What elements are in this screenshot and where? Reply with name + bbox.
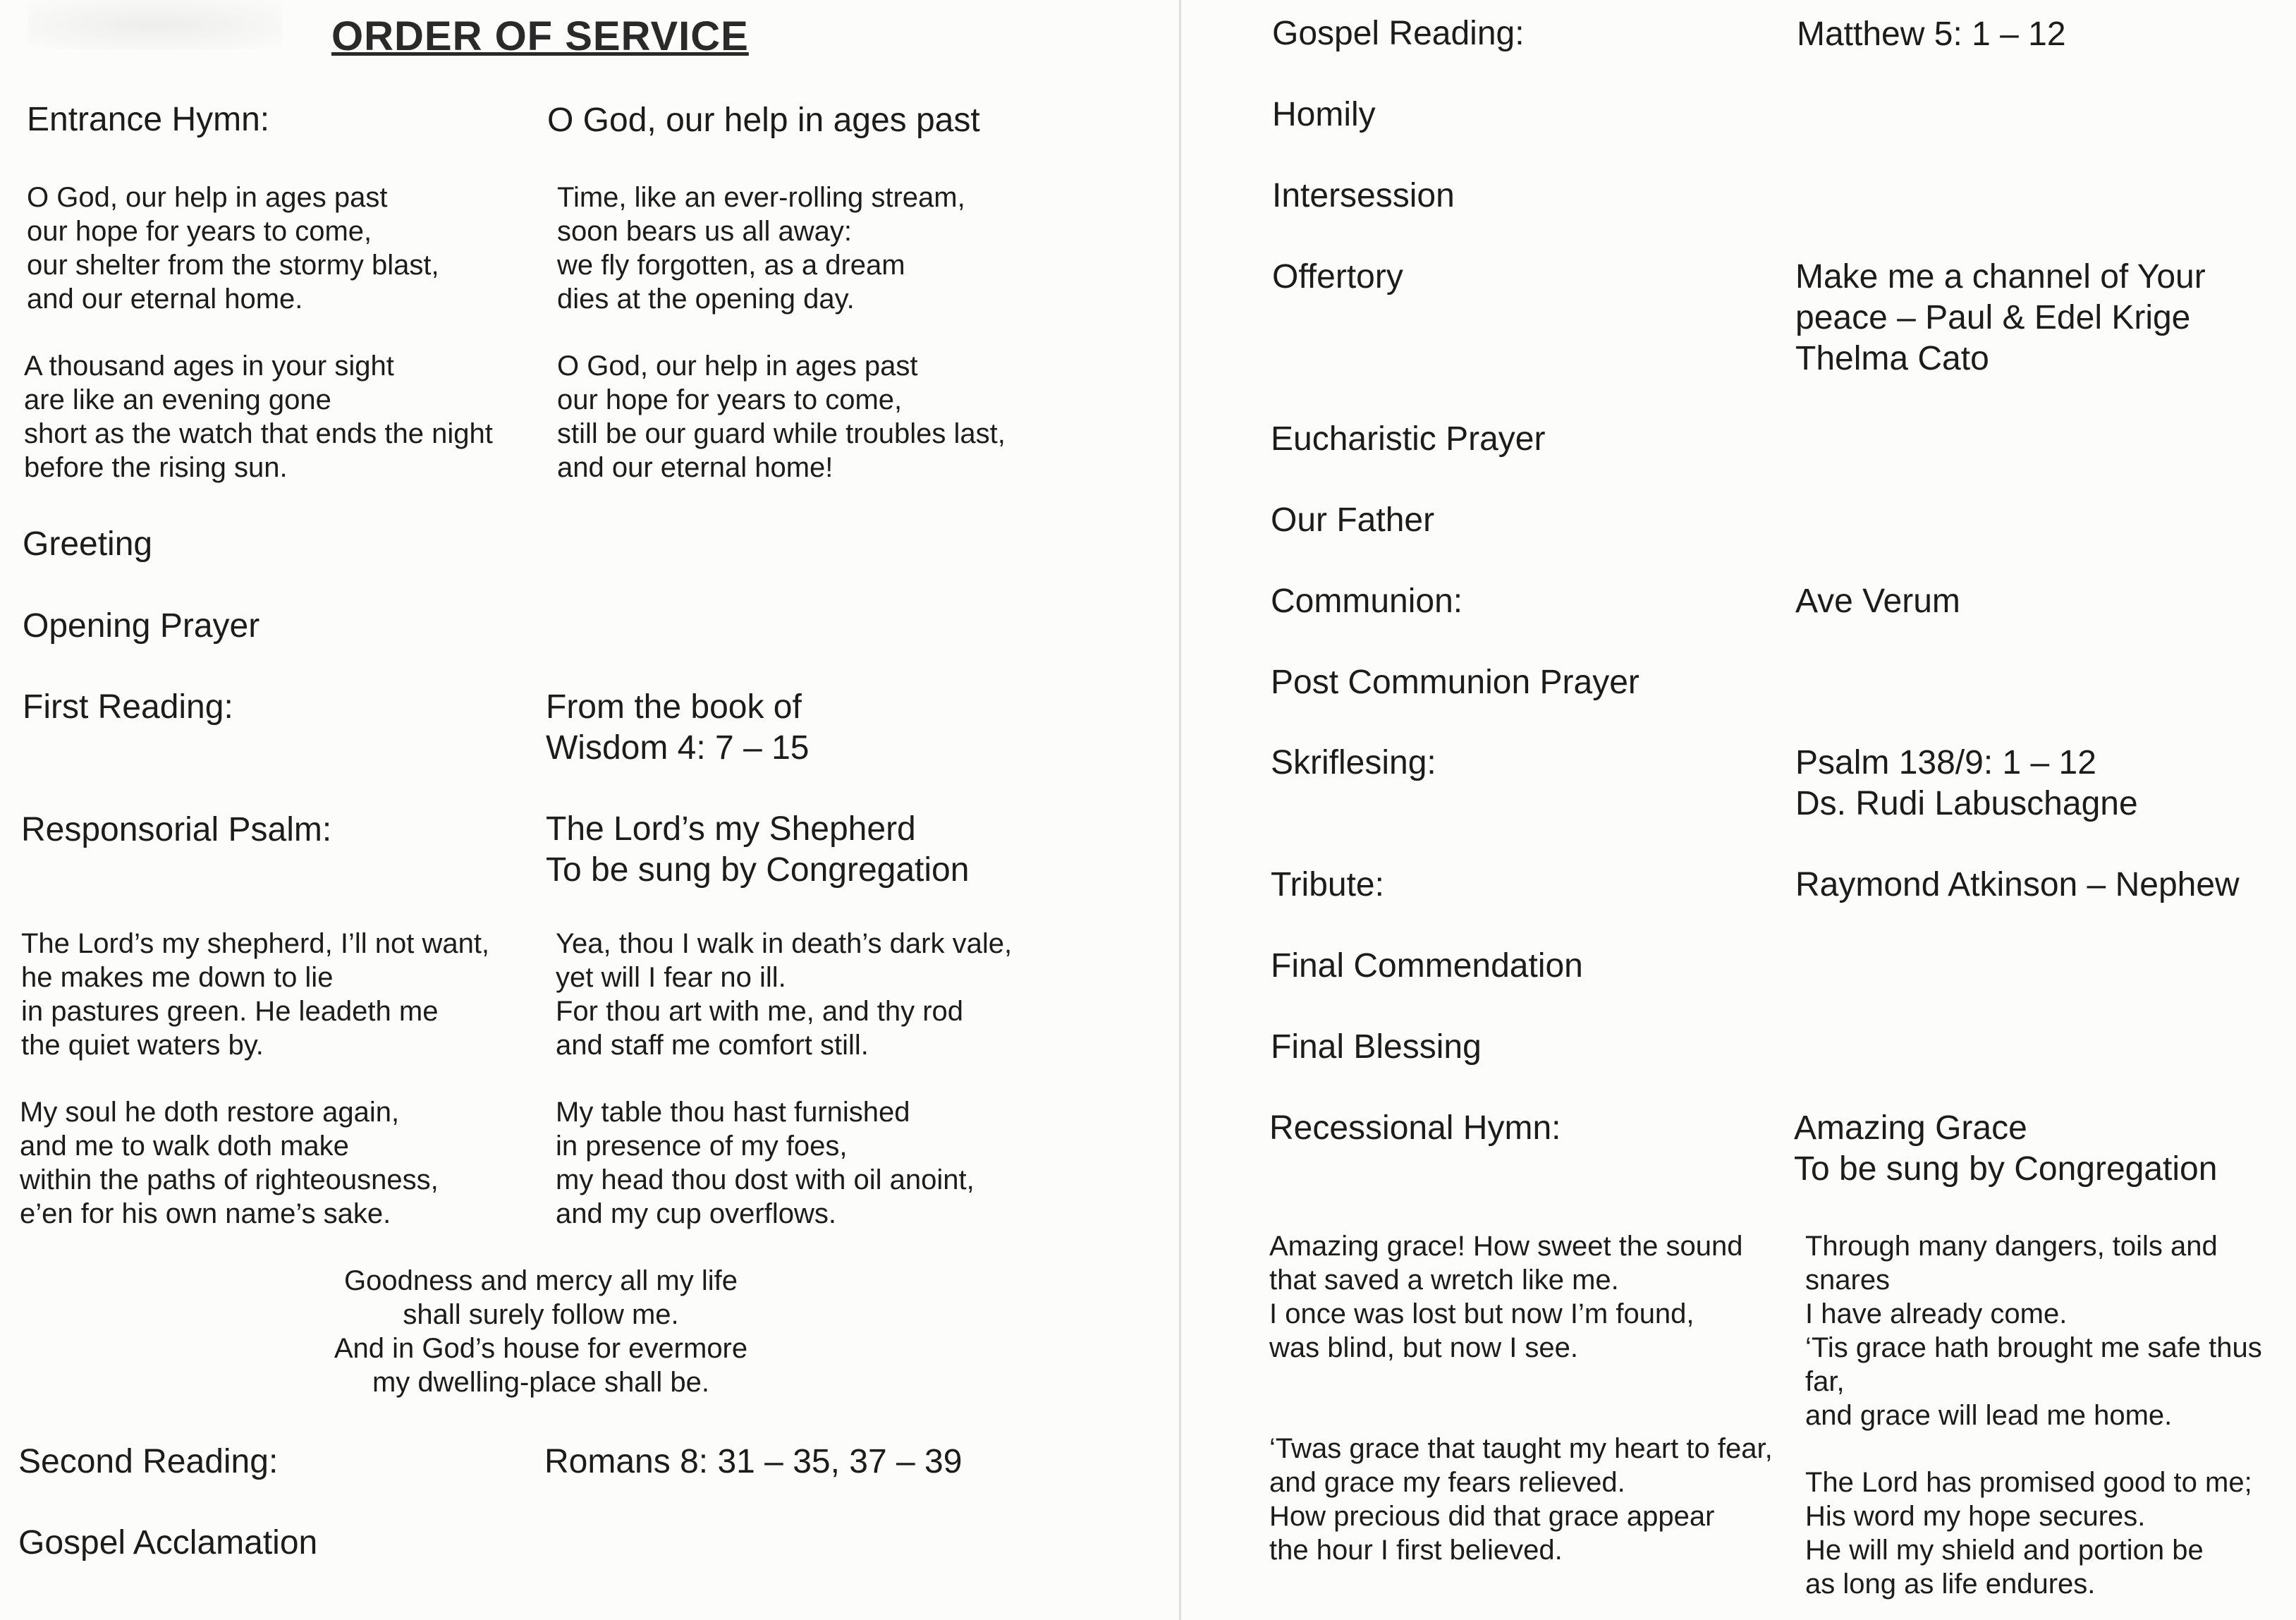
gospel-reading-value: Matthew 5: 1 – 12 <box>1797 16 2066 53</box>
entrance-hymn-verse-4: O God, our help in ages past our hope for years to come, still be our guard while troubles last, and our eternal home! <box>557 351 1006 483</box>
psalm-verse-4: My table thou hast furnished in presence of my foes, my head thou dost with oil anoint, and my cup overflows. <box>556 1097 975 1229</box>
second-reading-label: Second Reading: <box>18 1443 279 1480</box>
offertory-label: Offertory <box>1272 258 1403 296</box>
first-reading-label: First Reading: <box>23 688 233 726</box>
our-father-label: Our Father <box>1271 501 1435 539</box>
skriflesing-label: Skriflesing: <box>1271 744 1436 781</box>
tribute-label: Tribute: <box>1271 866 1384 903</box>
gospel-reading-label: Gospel Reading: <box>1272 15 1525 52</box>
second-reading-value: Romans 8: 31 – 35, 37 – 39 <box>544 1443 963 1480</box>
recessional-hymn-value: Amazing Grace To be sung by Congregation <box>1794 1109 2218 1188</box>
psalm-verse-5: Goodness and mercy all my life shall surely follow me. And in God’s house for evermore my dwelling-place shall be. <box>334 1265 748 1398</box>
tribute-value: Raymond Atkinson – Nephew <box>1795 866 2240 903</box>
right-page <box>1171 0 2296 1620</box>
opening-prayer-label: Opening Prayer <box>23 607 260 645</box>
psalm-verse-1: The Lord’s my shepherd, I’ll not want, he makes me down to lie in pastures green. He leadeth me the quiet waters by. <box>21 928 490 1061</box>
responsorial-psalm-label: Responsorial Psalm: <box>21 811 332 848</box>
entrance-hymn-verse-1: O God, our help in ages past our hope for years to come, our shelter from the stormy blast, and our eternal home. <box>27 182 439 315</box>
page-title: ORDER OF SERVICE <box>331 13 749 59</box>
first-reading-value: From the book of Wisdom 4: 7 – 15 <box>546 688 810 767</box>
amazing-grace-verse-2: ‘Twas grace that taught my heart to fear, and grace my fears relieved. How precious did that grace appear the hour I first believed. <box>1269 1433 1773 1566</box>
final-commendation-label: Final Commendation <box>1271 947 1583 985</box>
post-communion-prayer-label: Post Communion Prayer <box>1271 664 1639 701</box>
final-blessing-label: Final Blessing <box>1271 1028 1482 1066</box>
entrance-hymn-verse-2: A thousand ages in your sight are like an evening gone short as the watch that ends the night before the rising sun. <box>24 351 493 483</box>
amazing-grace-verse-3: Through many dangers, toils and snares I have already come. ‘Tis grace hath brought me safe thus far, and grace will lead me home. <box>1805 1231 2262 1431</box>
recessional-hymn-label: Recessional Hymn: <box>1269 1109 1561 1147</box>
psalm-verse-2: My soul he doth restore again, and me to walk doth make within the paths of righteousness, e’en for his own name’s sake. <box>20 1097 439 1229</box>
skriflesing-value: Psalm 138/9: 1 – 12 Ds. Rudi Labuschagne <box>1795 744 2138 822</box>
communion-label: Communion: <box>1271 583 1463 620</box>
psalm-verse-3: Yea, thou I walk in death’s dark vale, yet will I fear no ill. For thou art with me, and thy rod and staff me comfort still. <box>556 928 1013 1061</box>
greeting-label: Greeting <box>23 525 153 563</box>
homily-label: Homily <box>1272 96 1376 133</box>
amazing-grace-verse-4: The Lord has promised good to me; His word my hope secures. He will my shield and portion be as long as life endures. <box>1805 1467 2252 1600</box>
gospel-acclamation-label: Gospel Acclamation <box>18 1524 318 1561</box>
eucharistic-prayer-label: Eucharistic Prayer <box>1271 420 1546 458</box>
entrance-hymn-title: O God, our help in ages past <box>547 102 980 139</box>
intersession-label: Intersession <box>1272 177 1455 214</box>
offertory-value: Make me a channel of Your peace – Paul & Edel Krige Thelma Cato <box>1795 258 2206 377</box>
communion-value: Ave Verum <box>1795 583 1960 620</box>
responsorial-psalm-value: The Lord’s my Shepherd To be sung by Congregation <box>546 810 970 889</box>
entrance-hymn-label: Entrance Hymn: <box>27 101 270 138</box>
amazing-grace-verse-1: Amazing grace! How sweet the sound that saved a wretch like me. I once was lost but now I’m found, was blind, but now I see. <box>1269 1231 1743 1363</box>
entrance-hymn-verse-3: Time, like an ever-rolling stream, soon bears us all away: we fly forgotten, as a dream dies at the opening day. <box>557 182 965 315</box>
